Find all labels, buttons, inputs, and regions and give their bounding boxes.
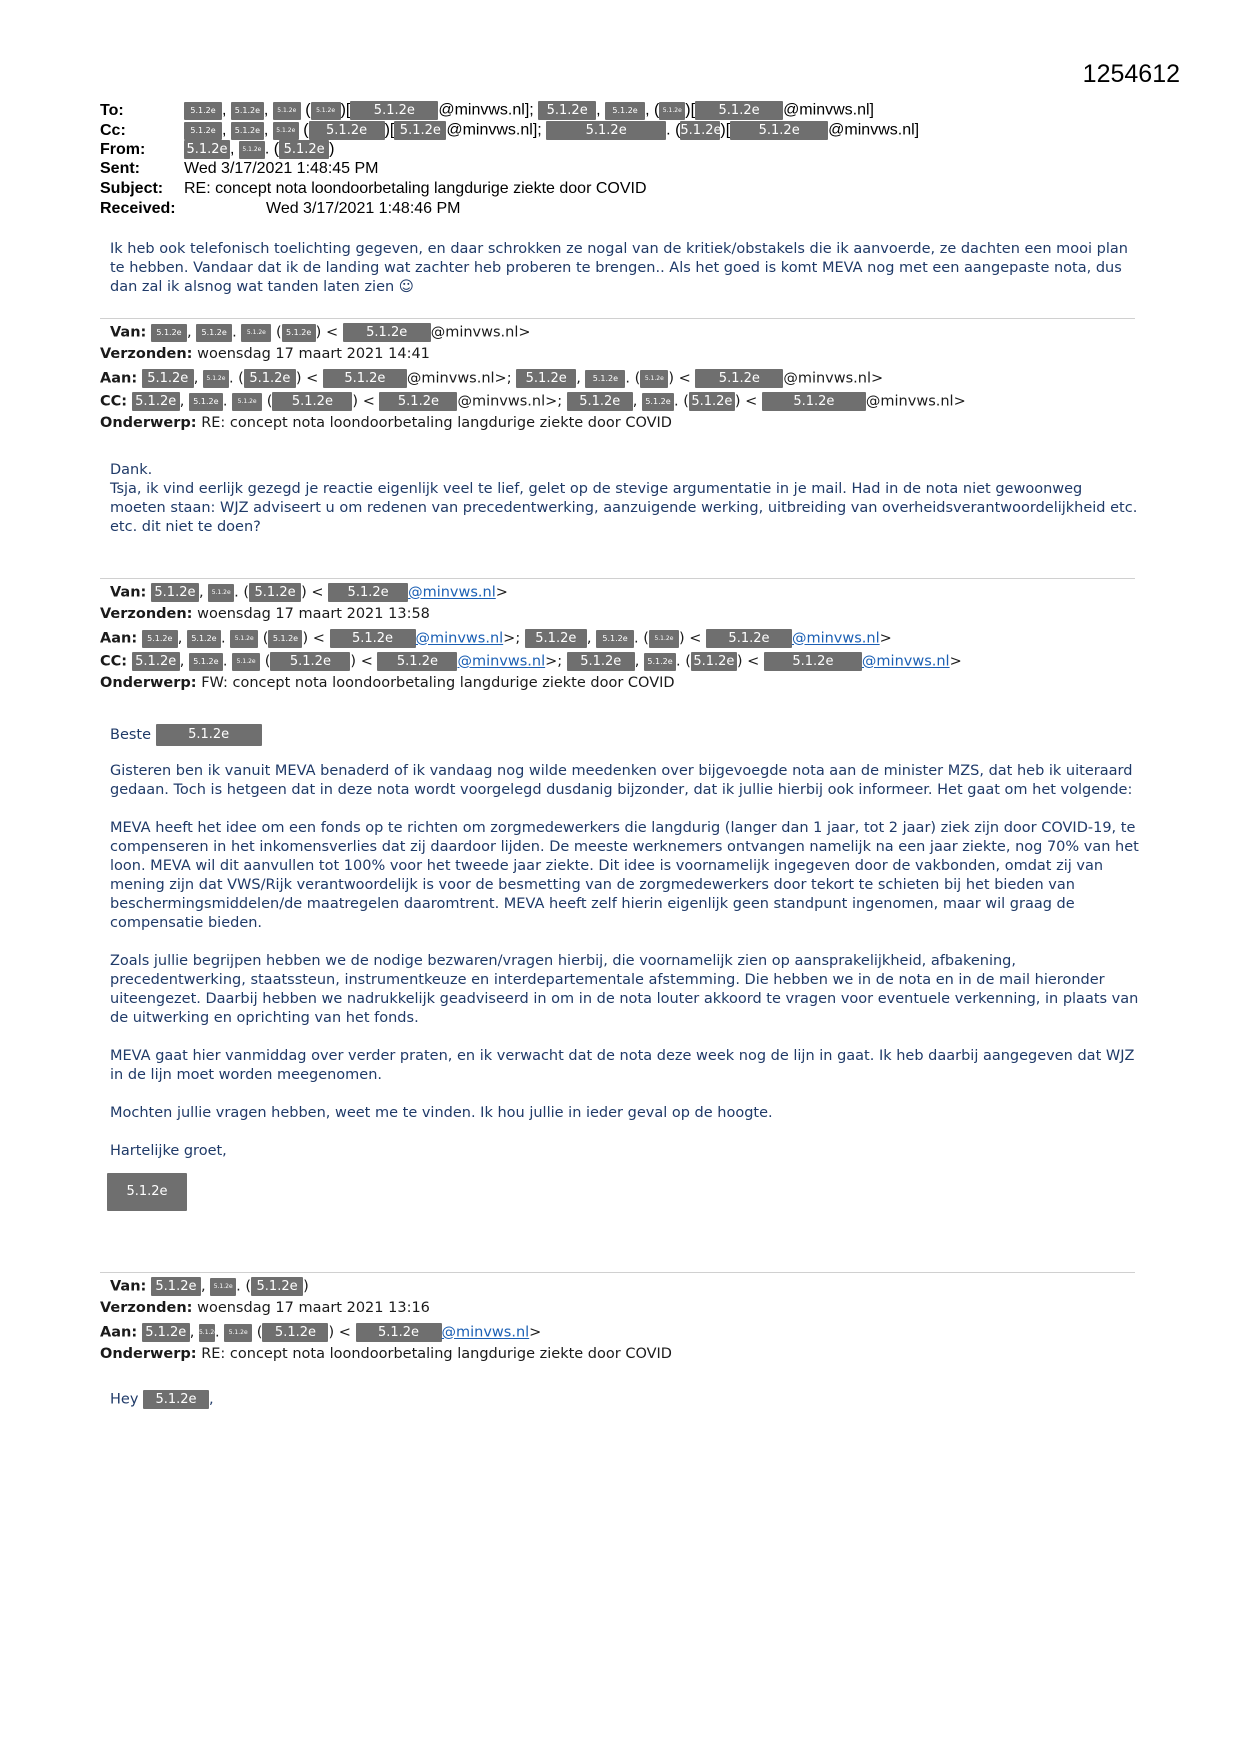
redaction: 5.1.2e bbox=[585, 370, 625, 388]
redaction: 5.1.2e bbox=[244, 369, 296, 388]
redaction: 5.1.2e bbox=[249, 583, 301, 602]
verzonden-label: Verzonden: bbox=[100, 606, 193, 622]
email-domain: @minvws.nl bbox=[783, 101, 870, 119]
email-domain: @minvws.nl bbox=[828, 121, 915, 139]
aan-label: Aan: bbox=[100, 370, 138, 387]
redaction: 5.1.2e bbox=[151, 583, 199, 602]
sent-value: Wed 3/17/2021 1:48:45 PM bbox=[184, 160, 379, 177]
redaction: 5.1.2e bbox=[156, 724, 262, 746]
redaction: 5.1.2e bbox=[184, 140, 230, 159]
redaction: 5.1.2e bbox=[262, 1323, 328, 1342]
mail3-verzonden-row bbox=[100, 606, 430, 622]
mail3-van-row: Van: 5.1.2e , 5.1.2e . ( 5.1.2e ) < 5.1.2e @minvws.nl> bbox=[110, 584, 508, 601]
cc-label: CC: bbox=[100, 393, 128, 410]
mail2-thanks: Dank. bbox=[110, 462, 153, 478]
email-link[interactable]: @minvws.nl bbox=[457, 653, 546, 670]
redaction: 5.1.2e bbox=[189, 653, 223, 671]
header-received-row bbox=[100, 200, 461, 218]
redaction: 5.1.2e bbox=[596, 630, 634, 648]
mail3-body bbox=[110, 724, 1140, 1211]
redaction: 5.1.2e bbox=[203, 370, 229, 388]
redaction: 5.1.2e bbox=[270, 652, 350, 671]
mail4-onderwerp-row bbox=[100, 1346, 672, 1362]
redaction: 5.1.2e bbox=[251, 1277, 303, 1296]
signature-redaction bbox=[107, 1173, 1140, 1211]
onderwerp-label: Onderwerp: bbox=[100, 1346, 197, 1362]
mail3-paragraph-4: MEVA gaat hier vanmiddag over verder praten, en ik verwacht dat de nota deze week nog de lijn in gaat. Ik heb daarbij aangegeven dat WJZ in de lijn moet worden meegenomen. bbox=[110, 1048, 1135, 1083]
redaction: 5.1.2e bbox=[764, 652, 862, 671]
redaction: 5.1.2e bbox=[132, 652, 180, 671]
mail2-cc-row: CC: 5.1.2e , 5.1.2e . 5.1.2e ( 5.1.2e ) < 5.1.2e @minvws.nl>; 5.1.2e , 5.1.2e . ( 5.1.2e ) < 5.1.2e @minvws.nl> bbox=[100, 393, 966, 410]
redaction: 5.1.2e bbox=[377, 652, 457, 671]
van-label: Van: bbox=[110, 324, 147, 341]
redaction: 5.1.2e bbox=[640, 370, 668, 388]
email-link[interactable]: @minvws.nl bbox=[441, 1324, 530, 1341]
onderwerp-label: Onderwerp: bbox=[100, 415, 197, 431]
separator bbox=[100, 578, 1135, 579]
received-label: Received: bbox=[100, 200, 176, 217]
van-label: Van: bbox=[110, 584, 147, 601]
mail3-paragraph-3: Zoals jullie begrijpen hebben we de nodige bezwaren/vragen hierbij, die voornamelijk zien op aansprakelijkheid, afbakening, precedentwerking, staatssteun, instrumentkeuze en interdepartementale afstemming. Die hebben we in de nota en in de mail hieronder uiteengezet. Daarbij hebben we nadrukkelijk geadviseerd in om in de nota louter akkoord te vragen voor eventuele verkenning, in plaats van de uitwerking en oprichting van het fonds. bbox=[110, 953, 1139, 1026]
header-subject-row bbox=[100, 180, 647, 198]
onderwerp-label: Onderwerp: bbox=[100, 675, 197, 691]
redaction: 5.1.2e bbox=[394, 121, 446, 140]
redaction: 5.1.2e bbox=[142, 369, 194, 388]
aan-label: Aan: bbox=[100, 1324, 138, 1341]
redaction: 5.1.2e bbox=[279, 140, 329, 159]
mail2-verzonden-row bbox=[100, 346, 430, 362]
redaction: 5.1.2e bbox=[151, 1277, 201, 1296]
header-sent-row bbox=[100, 160, 379, 178]
mail4-verzonden-row bbox=[100, 1300, 430, 1316]
redaction: 5.1.2e bbox=[330, 629, 416, 648]
redaction: 5.1.2e bbox=[232, 653, 260, 671]
redaction: 5.1.2e bbox=[525, 629, 587, 648]
redaction: 5.1.2e bbox=[232, 393, 262, 411]
subject-label: Subject: bbox=[100, 180, 164, 197]
redaction: 5.1.2e bbox=[356, 1323, 442, 1342]
redaction: 5.1.2e bbox=[691, 652, 737, 671]
redaction: 5.1.2e bbox=[659, 102, 685, 120]
redaction: 5.1.2e bbox=[239, 141, 265, 159]
redaction: 5.1.2e bbox=[273, 122, 299, 140]
mail2-aan-row: Aan: 5.1.2e , 5.1.2e . ( 5.1.2e ) < 5.1.2e @minvws.nl>; 5.1.2e , 5.1.2e . ( 5.1.2e ) < 5.1.2e @minvws.nl> bbox=[100, 370, 884, 387]
mail4-sent: woensdag 17 maart 2021 13:16 bbox=[197, 1300, 430, 1316]
mail3-subject: FW: concept nota loondoorbetaling langdurige ziekte door COVID bbox=[201, 675, 675, 691]
redaction: 5.1.2e bbox=[224, 1324, 252, 1342]
redaction: 5.1.2e bbox=[309, 121, 385, 140]
email-link[interactable]: @minvws.nl bbox=[791, 630, 880, 647]
redaction: 5.1.2e bbox=[230, 630, 258, 648]
redaction: 5.1.2e bbox=[187, 630, 221, 648]
mail3-paragraph-1: Gisteren ben ik vanuit MEVA benaderd of ik vandaag nog wilde meedenken over bijgevoegde nota aan de minister MZS, dat heb ik uiteraard gedaan. Toch is hetgeen dat in deze nota wordt voorgelegd dusdanig bijzonder, dat ik jullie hierbij ook informeer. Het gaat om het volgende: bbox=[110, 763, 1133, 798]
email-domain: @minvws.nl bbox=[446, 121, 533, 139]
mail2-subject: RE: concept nota loondoorbetaling langdurige ziekte door COVID bbox=[201, 415, 672, 431]
redaction: 5.1.2e bbox=[730, 121, 828, 140]
redaction: 5.1.2e bbox=[350, 101, 438, 120]
redaction: 5.1.2e bbox=[516, 369, 576, 388]
redaction: 5.1.2e bbox=[199, 1324, 215, 1342]
redaction: 5.1.2e bbox=[272, 392, 352, 411]
redaction: 5.1.2e bbox=[642, 393, 674, 411]
separator bbox=[100, 1272, 1135, 1273]
redaction: 5.1.2e bbox=[644, 653, 676, 671]
redaction: 5.1.2e bbox=[379, 392, 457, 411]
redaction: 5.1.2e bbox=[567, 392, 633, 411]
van-label: Van: bbox=[110, 1278, 147, 1295]
redaction: 5.1.2e bbox=[231, 122, 264, 140]
verzonden-label: Verzonden: bbox=[100, 1300, 193, 1316]
redaction: 5.1.2e bbox=[706, 629, 792, 648]
redaction: 5.1.2e bbox=[196, 324, 232, 342]
redaction: 5.1.2e bbox=[143, 1390, 209, 1409]
redaction: 5.1.2e bbox=[208, 584, 234, 602]
greeting-text: Beste bbox=[110, 727, 152, 743]
greeting-text: Hey bbox=[110, 1391, 139, 1408]
mail1-paragraph: Ik heb ook telefonisch toelichting gegeven, en daar schrokken ze nogal van de kritiek/obstakels die ik aanvoerde, ze dachten een mooi plan te hebben. Vandaar dat ik de landing wat zachter heb proberen te brengen.. Als het goed is komt MEVA nog met een aangepaste nota, dus dan zal ik alsnog wat tanden laten zien ☺ bbox=[110, 241, 1128, 295]
redaction: 5.1.2e bbox=[273, 102, 301, 120]
sent-label: Sent: bbox=[100, 160, 140, 177]
redaction: 5.1.2e bbox=[142, 1323, 190, 1342]
from-label: From: bbox=[100, 140, 146, 158]
redaction: 5.1.2e bbox=[268, 630, 302, 648]
aan-label: Aan: bbox=[100, 630, 138, 647]
redaction: 5.1.2e bbox=[762, 392, 866, 411]
mail3-aan-row: Aan: 5.1.2e , 5.1.2e . 5.1.2e ( 5.1.2e ) < 5.1.2e @minvws.nl>; 5.1.2e , 5.1.2e . ( 5.1.2e ) < 5.1.2e @minvws.nl> bbox=[100, 630, 892, 647]
redaction: 5.1.2e bbox=[142, 630, 178, 648]
mail1-body bbox=[110, 240, 1140, 297]
redaction: 5.1.2e bbox=[695, 101, 783, 120]
redaction: 5.1.2e bbox=[184, 122, 222, 140]
redaction: 5.1.2e bbox=[343, 323, 431, 342]
redaction: 5.1.2e bbox=[328, 583, 408, 602]
mail3-greeting bbox=[110, 724, 1140, 746]
mail4-body bbox=[110, 1390, 1140, 1410]
mail2-body bbox=[110, 461, 1140, 537]
mail4-subject: RE: concept nota loondoorbetaling langdurige ziekte door COVID bbox=[201, 1346, 672, 1362]
mail3-onderwerp-row bbox=[100, 675, 675, 691]
mail3-paragraph-5: Mochten jullie vragen hebben, weet me te vinden. Ik hou jullie in ieder geval op de hoogte. bbox=[110, 1105, 773, 1121]
redaction: 5.1.2e bbox=[695, 369, 783, 388]
redaction: 5.1.2e bbox=[189, 393, 223, 411]
email-link[interactable]: @minvws.nl bbox=[415, 630, 504, 647]
to-label: To: bbox=[100, 101, 124, 119]
mail2-paragraph: Tsja, ik vind eerlijk gezegd je reactie eigenlijk veel te lief, gelet op de stevige argumentatie in je mail. Had in de nota niet gewoonweg moeten staan: WJZ adviseert u om redenen van precedentwerking, aanzuigende werking, uitbreiding van overheidsverantwoordelijkheid etc. etc. dit niet te doen? bbox=[110, 481, 1138, 535]
redaction: 5.1.2e bbox=[680, 123, 722, 138]
mail4-aan-row: Aan: 5.1.2e , 5.1.2e. 5.1.2e ( 5.1.2e ) < 5.1.2e @minvws.nl> bbox=[100, 1324, 542, 1341]
mail2-onderwerp-row bbox=[100, 415, 672, 431]
redaction: 5.1.2e bbox=[151, 324, 187, 342]
mail4-van-row: Van: 5.1.2e , 5.1.2e . ( 5.1.2e ) bbox=[110, 1278, 309, 1295]
separator bbox=[100, 318, 1135, 319]
redaction: 5.1.2e bbox=[649, 630, 679, 648]
redaction: 5.1.2e bbox=[132, 392, 180, 411]
redaction: 5.1.2e bbox=[311, 102, 341, 120]
redaction: 5.1.2e bbox=[567, 652, 635, 671]
mail3-closing: Hartelijke groet, bbox=[110, 1143, 227, 1159]
redaction: 5.1.2e bbox=[210, 1278, 236, 1296]
redaction: 5.1.2e bbox=[689, 392, 735, 411]
redaction: 5.1.2e bbox=[282, 324, 316, 342]
subject-value: RE: concept nota loondoorbetaling langdurige ziekte door COVID bbox=[184, 180, 647, 197]
mail2-sent: woensdag 17 maart 2021 14:41 bbox=[197, 346, 430, 362]
redaction: 5.1.2e bbox=[107, 1173, 187, 1211]
document-number: 1254612 bbox=[1082, 60, 1180, 88]
redaction: 5.1.2e bbox=[231, 102, 264, 120]
mail3-cc-row: CC: 5.1.2e , 5.1.2e . 5.1.2e ( 5.1.2e ) < 5.1.2e @minvws.nl>; 5.1.2e , 5.1.2e . ( 5.1.2e ) < 5.1.2e @minvws.nl> bbox=[100, 653, 962, 670]
cc-label: Cc: bbox=[100, 121, 126, 139]
redaction: 5.1.2e bbox=[546, 121, 666, 140]
email-link[interactable]: @minvws.nl bbox=[408, 584, 496, 601]
mail3-sent: woensdag 17 maart 2021 13:58 bbox=[197, 606, 430, 622]
received-value: Wed 3/17/2021 1:48:46 PM bbox=[266, 200, 461, 217]
mail4-greeting: Hey 5.1.2e , bbox=[110, 1391, 214, 1408]
verzonden-label: Verzonden: bbox=[100, 346, 193, 362]
email-domain: @minvws.nl bbox=[438, 101, 525, 119]
redaction: 5.1.2e bbox=[184, 102, 222, 120]
redaction: 5.1.2e bbox=[323, 369, 407, 388]
email-domain: @minvws.nl bbox=[430, 324, 519, 341]
header-from-row: From: 5.1.2e , 5.1.2e . ( 5.1.2e ) bbox=[100, 140, 335, 158]
header-cc-row: Cc: 5.1.2e , 5.1.2e , 5.1.2e ( 5.1.2e )[ 5.1.2e @minvws.nl]; 5.1.2e . (5.1.2e)[ 5.1.2e @minvws.nl] bbox=[100, 121, 920, 139]
redaction: 5.1.2e bbox=[605, 102, 645, 120]
mail3-paragraph-2: MEVA heeft het idee om een fonds op te richten om zorgmedewerkers die langdurig (langer dan 1 jaar, tot 2 jaar) ziek zijn door COVID-19, te compenseren in het inkomensverlies dat zij daardoor lijden. De meeste werknemers ontvangen namelijk na een jaar ziekte, nog 70% van het loon. MEVA wil dit aanvullen tot 100% voor het tweede jaar ziekte. Dit idee is voornamelijk ingegeven door de vakbonden, omdat zij van mening zijn dat VWS/Rijk verantwoordelijk is voor de besmetting van de zorgmedewerkers door tekort te schieten bij het bieden van beschermingsmiddelen/de maatregelen daaromtrent. MEVA heeft zelf hierin eigenlijk geen standpunt ingenomen, maar wil graag de compensatie bieden. bbox=[110, 820, 1139, 931]
header-to-row: To: 5.1.2e , 5.1.2e , 5.1.2e ( 5.1.2e )[ 5.1.2e @minvws.nl]; 5.1.2e , 5.1.2e , ( 5.1.2e )[ 5.1.2e @minvws.nl] bbox=[100, 101, 874, 119]
cc-label: CC: bbox=[100, 653, 128, 670]
redaction: 5.1.2e bbox=[538, 101, 596, 120]
email-link[interactable]: @minvws.nl bbox=[861, 653, 950, 670]
mail2-van-row: Van: 5.1.2e , 5.1.2e . 5.1.2e ( 5.1.2e ) < 5.1.2e @minvws.nl> bbox=[110, 324, 531, 341]
redaction: 5.1.2e bbox=[241, 324, 271, 342]
